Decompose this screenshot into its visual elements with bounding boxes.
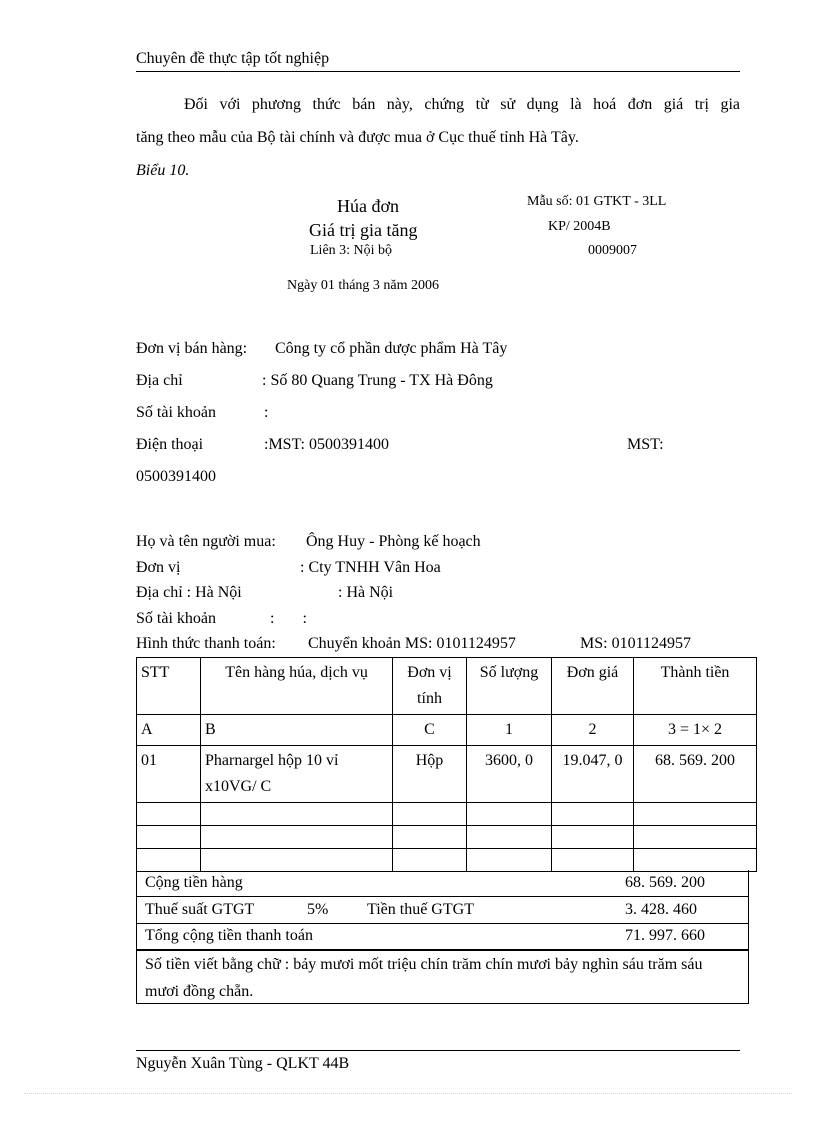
row-unit: Hộp	[393, 746, 467, 803]
buyer-unit-label: Đơn vị	[136, 559, 181, 576]
vat-rate-label: Thuế suất GTGT	[145, 901, 255, 918]
invoice-table	[136, 657, 757, 872]
code-b: B	[201, 715, 393, 746]
invoice-title: Húa đơn	[337, 196, 400, 216]
serial-number: KP/ 2004B	[548, 219, 611, 234]
vat-amount-label: Tiền thuế GTGT	[367, 901, 474, 918]
buyer-address-label: Địa chỉ : Hà Nội	[136, 584, 242, 601]
code-1: 1	[467, 715, 552, 746]
seller-phone-label: Điện thoại	[136, 436, 204, 453]
intro-line-2: tăng theo mẫu của Bộ tài chính và được mua ở Cục thuế tỉnh Hà Tây.	[136, 129, 579, 146]
buyer-address-value: : Hà Nội	[338, 584, 394, 601]
code-2: 2	[552, 715, 634, 746]
buyer-account-value: : :	[270, 610, 307, 627]
invoice-date: Ngày 01 tháng 3 năm 2006	[287, 278, 440, 293]
row-unit-price: 19.047, 0	[552, 746, 634, 803]
page-header-title: Chuyên đề thực tập tốt nghiệp	[136, 50, 330, 67]
buyer-account-label: Số tài khoản	[136, 610, 216, 627]
seller-account-value: :	[264, 404, 269, 421]
row-quantity: 3600, 0	[467, 746, 552, 803]
invoice-subtitle: Giá trị gia tăng	[309, 220, 418, 240]
footer-rule	[136, 1050, 740, 1051]
invoice-copy: Liên 3: Nội bộ	[310, 243, 393, 258]
buyer-ms-value: MS: 0101124957	[580, 635, 691, 652]
empty-row	[137, 803, 757, 826]
empty-row	[137, 826, 757, 849]
seller-unit-value: Công ty cổ phần dược phẩm Hà Tây	[275, 340, 508, 357]
empty-row	[137, 849, 757, 872]
buyer-name-label: Họ và tên người mua:	[136, 533, 276, 550]
grand-total-label: Tổng cộng tiền thanh toán	[145, 927, 313, 944]
payment-label: Hình thức thanh toán:	[136, 635, 276, 652]
buyer-name-value: Ông Huy - Phòng kế hoạch	[306, 533, 481, 550]
vat-rate-value: 5%	[307, 901, 329, 918]
goods-total-row	[136, 870, 749, 897]
header-unit-price: Đơn giá	[552, 658, 634, 715]
grand-total-value: 71. 997. 660	[625, 927, 705, 944]
table-header-row	[137, 658, 757, 715]
invoice-number: 0009007	[588, 243, 637, 258]
table-code-row	[137, 715, 757, 746]
exhibit-label: Biểu 10.	[136, 162, 190, 179]
seller-account-label: Số tài khoản	[136, 404, 216, 421]
header-quantity: Số lượng	[467, 658, 552, 715]
form-number: Mẫu số: 01 GTKT - 3LL	[527, 194, 667, 209]
seller-phone-value: :MST: 0500391400	[264, 436, 389, 453]
row-stt: 01	[137, 746, 201, 803]
header-rule	[136, 71, 740, 72]
goods-total-value: 68. 569. 200	[625, 874, 705, 891]
goods-total-label: Cộng tiền hàng	[145, 874, 243, 891]
header-product-name: Tên hàng húa, dịch vụ	[201, 658, 393, 715]
footer-author: Nguyễn Xuân Tùng - QLKT 44B	[136, 1055, 350, 1072]
grand-total-row	[136, 923, 749, 950]
code-c: C	[393, 715, 467, 746]
header-stt: STT	[137, 658, 201, 715]
row-product-name: Pharnargel hộp 10 vỉ x10VG/ C	[201, 746, 393, 803]
code-3: 3 = 1× 2	[634, 715, 757, 746]
seller-address-label: Địa chỉ	[136, 372, 183, 389]
seller-mst-label: MST:	[627, 436, 664, 453]
vat-amount-value: 3. 428. 460	[625, 901, 697, 918]
table-row	[137, 746, 757, 803]
intro-line-1: Đối với phương thức bán này, chứng từ sử dụng là hoá đơn giá trị gia	[184, 96, 740, 113]
header-unit: Đơn vị tính	[393, 658, 467, 715]
seller-address-value: : Số 80 Quang Trung - TX Hà Đông	[262, 372, 493, 389]
payment-value: Chuyển khoản MS: 0101124957	[308, 635, 516, 652]
code-a: A	[137, 715, 201, 746]
buyer-unit-value: : Cty TNHH Vân Hoa	[300, 559, 441, 576]
vat-row	[136, 897, 749, 924]
seller-mst-value: 0500391400	[136, 468, 216, 485]
header-amount: Thành tiền	[634, 658, 757, 715]
amount-in-words: Số tiền viết bằng chữ : bảy mươi mốt triệu chín trăm chín mươi bảy nghìn sáu trăm sáu mươi đồng chẵn.	[136, 950, 749, 1004]
page-bottom-dotted-line	[24, 1093, 792, 1094]
seller-unit-label: Đơn vị bán hàng:	[136, 340, 248, 357]
row-amount: 68. 569. 200	[634, 746, 757, 803]
